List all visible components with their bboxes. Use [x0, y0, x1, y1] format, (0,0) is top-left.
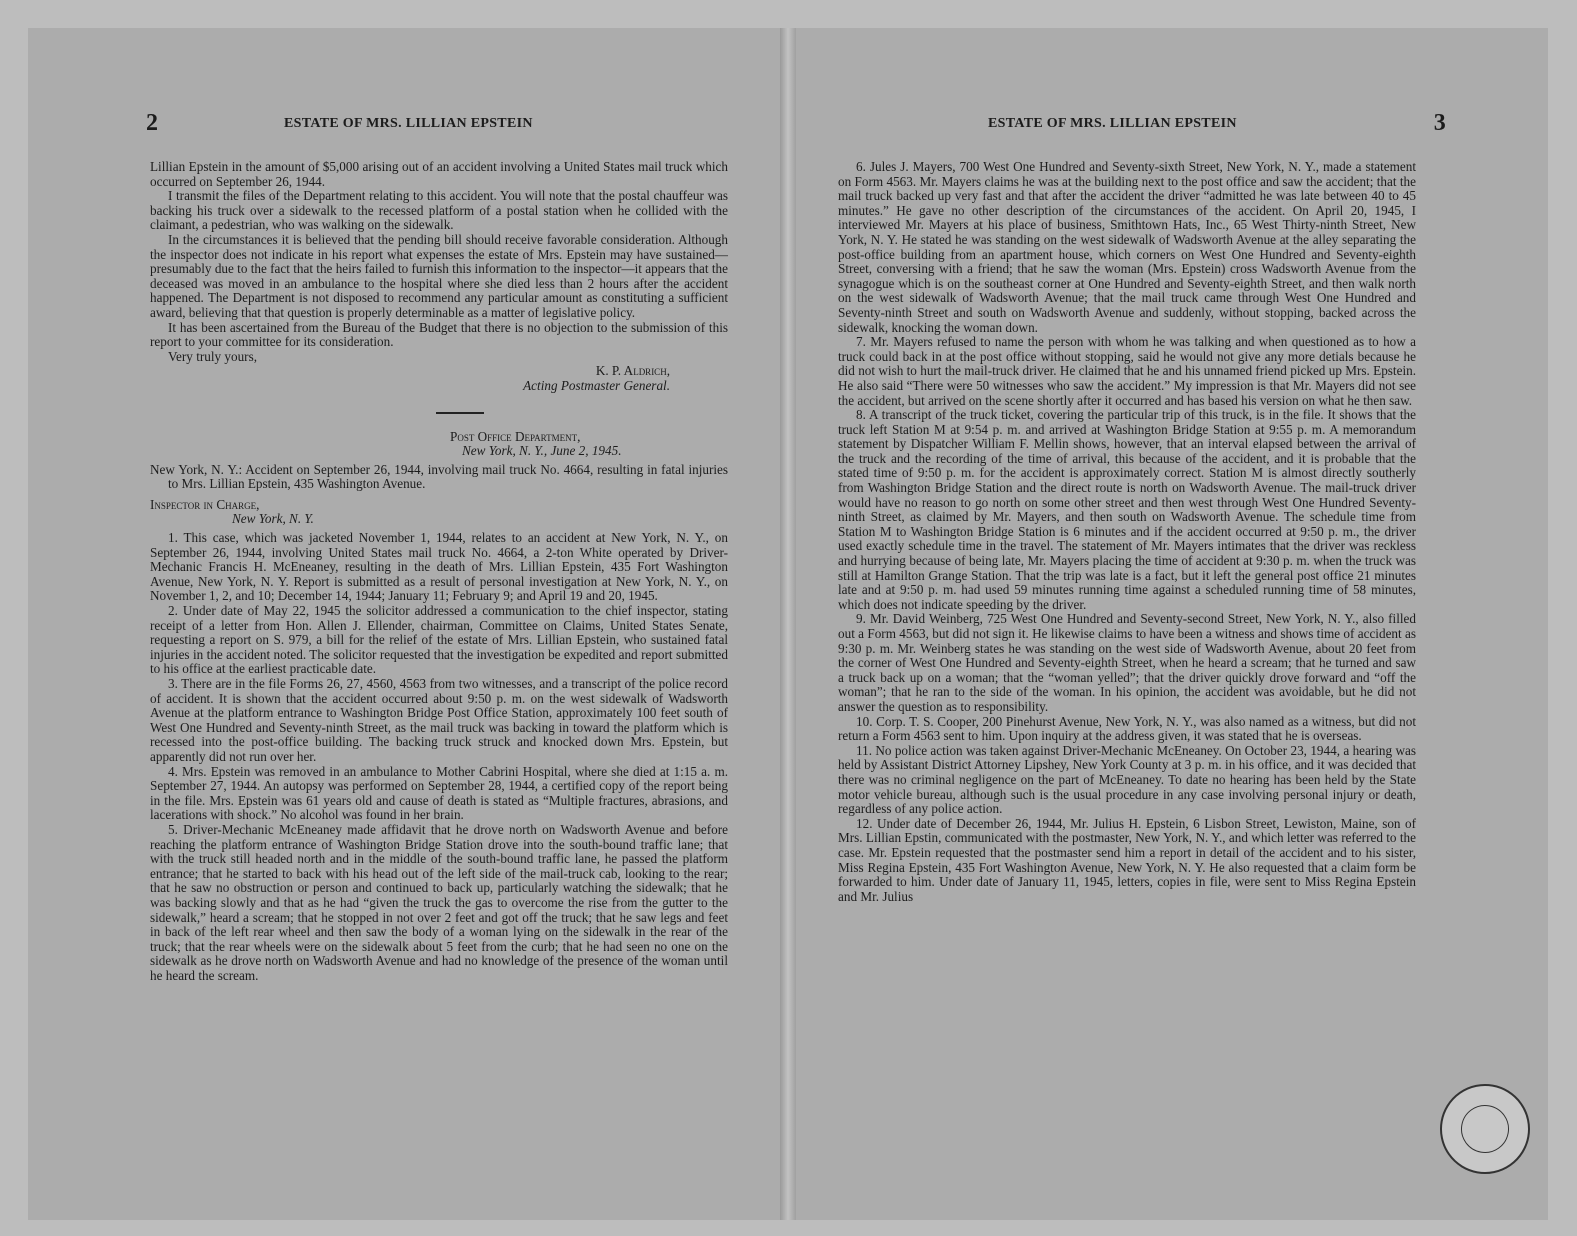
- right-column: [838, 160, 1416, 904]
- department-heading: Post Office Department,: [450, 428, 581, 444]
- left-column: [150, 160, 728, 983]
- report-addressee-location: New York, N. Y.: [232, 511, 314, 527]
- letter-paragraph: I transmit the files of the Department relating to this accident. You will note that the postal chauffeur was backing his truck over a sidewalk to the recessed platform of a postal station when he collided with the claimant, a pedestrian, who was walking on the sidewalk.: [150, 188, 728, 233]
- signature-title: Acting Postmaster General.: [523, 377, 670, 393]
- report-dateline: New York, N. Y., June 2, 1945.: [462, 443, 622, 459]
- archive-stamp-inner-ring: [1457, 1101, 1513, 1157]
- report-paragraph: 2. Under date of May 22, 1945 the solicitor addressed a communication to the chief inspector, stating receipt of a letter from Hon. Allen J. Ellender, chairman, Committee on Claims, United States Senate, requesting a report on S. 979, a bill for the relief of the estate of Mrs. Lillian Epstein, who sustained fatal injuries in the accident noted. The solicitor requested that the investigation be expedited and report submitted to his office at the earliest practicable date.: [150, 603, 728, 677]
- report-paragraph: 4. Mrs. Epstein was removed in an ambulance to Mother Cabrini Hospital, where she died at 1:15 a. m. September 27, 1944. An autopsy was performed on September 28, 1944, a certified copy of the report being in the file. Mrs. Epstein was 61 years old and cause of death is stated as “Multiple fractures, abrasions, and lacerations with shock.” No alcohol was found in her brain.: [150, 763, 728, 823]
- report-paragraph: 5. Driver-Mechanic McEneaney made affidavit that he drove north on Wadsworth Avenue and before reaching the platform entrance of Washington Bridge Station drove into the south-bound traffic lane; that with the truck still headed north and in the middle of the south-bound traffic lane, he passed the platform entrance; that he started to back with his head out of the left side of the mail-truck cab, looking to the rear; that he saw no obstruction or person and continued to back up, particularly watching the sidewalk; that he was backing slowly and that as he had “given the truck the gas to overcome the rise from the gutter to the sidewalk,” heard a scream; that he stopped in not over 2 feet and got off the truck; that he saw legs and feet in back of the left rear wheel and then saw the body of a woman lying on the sidewalk in the rear of the truck; that the rear wheels were on the sidewalk about 5 feet from the curb; that he had seen no one on the sidewalk as he drove north on Wadsworth Avenue and had no knowledge of the presence of the woman until he heard the scream.: [150, 821, 728, 983]
- signature-name: K. P. Aldrich,: [595, 363, 670, 379]
- right-page-number: 3: [1433, 110, 1446, 136]
- report-paragraph: 8. A transcript of the truck ticket, covering the particular trip of this truck, is in the file. It shows that the truck left Station M at 9:54 p. m. and arrived at Washington Bridge Station at 9:55 p. m. A memorandum statement by Dispatcher William F. Mellin shows, however, that an interval elapsed between the arrival of the truck and the recording of the time of arrival, this because of the accident, and it is probable that the stated time of 9:50 p. m. for the accident is approximately correct. Station M is almost directly southerly from Washington Bridge Station and the direct route is north on Wadsworth Avenue. The mail-truck driver would have no reason to go north on some other street and then west through West One Hundred Seventy-ninth Street, as claimed by Mr. Mayers, and then south on Wadsworth Avenue. The schedule time from Station M to Washington Bridge Station is 6 minutes and if the accident occurred at 9:50 p. m., the driver used exactly schedule time in the travel. The statement of Mr. Mayers intimates that the driver was reckless and hurrying because of being late, Mr. Mayers placing the time of accident at 9:30 p. m. when the truck was still at Hamilton Grange Station. That the trip was late is a fact, but it left the general post office 21 minutes late and at 9:50 p. m. had used 59 minutes running time against a scheduled running time of 58 minutes, which does not indicate speeding by the driver.: [838, 407, 1416, 612]
- report-paragraph: 6. Jules J. Mayers, 700 West One Hundred and Seventy-sixth Street, New York, N. Y., made a statement on Form 4563. Mr. Mayers claims he was at the building next to the post office and saw the accident; that the mail truck backed up very fast and that after the accident the driver “admitted he was late between 40 to 45 minutes.” He gave no other description of the circumstances of the accident. On April 20, 1945, I interviewed Mr. Mayers at his place of business, Smithtown Hats, Inc., 65 West Thirty-ninth Street, New York, N. Y. He stated he was standing on the west sidewalk of Wadsworth Avenue at the alley separating the post-office building from an apartment house, which corners on West One Hundred and Seventy-eighth Street, conversing with a friend; that he saw the woman (Mrs. Epstein) cross Wadsworth Avenue from the synagogue which is on the southeast corner at One Hundred and Seventy-eighth Street, and then walk north on the west sidewalk of Wadsworth Avenue; that the mail truck came through West One Hundred and Seventy-ninth Street and south on Wadsworth Avenue and suddenly, without stopping, backed across the sidewalk, knocking the woman down.: [838, 159, 1416, 335]
- report-paragraph: 9. Mr. David Weinberg, 725 West One Hundred and Seventy-second Street, New York, N. Y., also filled out a Form 4563, but did not sign it. He likewise claims to have been a witness and shows time of accident as 9:30 p. m. Mr. Weinberg states he was standing on the west side of Wadsworth Avenue, about 20 feet from the corner of West One Hundred and Seventy-eighth Street, when he heard a scream; that he turned and saw a truck back up on a woman; that the “woman yelled”; that the driver quickly drove forward and “off the woman”; that he ran to the side of the woman. In his opinion, the accident was avoidable, but he did not answer the question as to responsibility.: [838, 611, 1416, 714]
- report-paragraph: 1. This case, which was jacketed November 1, 1944, relates to an accident at New York, N. Y., on September 26, 1944, involving United States mail truck No. 4664, a 2-ton White operated by Driver-Mechanic Francis H. McEneaney, resulting in the death of Mrs. Lillian Epstein, 435 Fort Washington Avenue, New York, N. Y. Report is submitted as a result of personal investigation at New York, N. Y., on November 1, 2, and 10; December 14, 1944; January 11; February 9; and April 19 and 20, 1945.: [150, 530, 728, 604]
- document-spread: [28, 28, 1548, 1220]
- right-running-head: [838, 110, 1446, 140]
- report-paragraph: 10. Corp. T. S. Cooper, 200 Pinehurst Avenue, New York, N. Y., was also named as a witness, but did not return a Form 4563 sent to him. Upon inquiry at the address given, it was stated that he is overseas.: [838, 713, 1416, 744]
- report-paragraph: 12. Under date of December 26, 1944, Mr. Julius H. Epstein, 6 Lisbon Street, Lewiston, Maine, son of Mrs. Lillian Epstin, communicated with the postmaster, New York, N. Y., and which letter was referred to the case. Mr. Epstein requested that the postmaster send him a report in detail of the accident and to his sister, Miss Regina Epstein, 435 Fort Washington Avenue, New York, N. Y. He also requested that a claim form be forwarded to him. Under date of January 11, 1945, letters, copies in file, were sent to Miss Regina Epstein and Mr. Julius: [838, 815, 1416, 904]
- report-addressee: Inspector in Charge,: [150, 496, 260, 512]
- book-gutter: [780, 28, 796, 1220]
- report-paragraph: 7. Mr. Mayers refused to name the person with whom he was talking and when questioned as to how a truck could back in at the post office without stopping, said he would not give any more detials because he did not wish to hurt the mail-truck driver. He claimed that he and his unnamed friend picked up Mrs. Epstein. He also said “There were 50 witnesses who saw the accident.” My impression is that Mr. Mayers did not see the accident, but arrived on the scene shortly after it occurred and has based his version on what he then saw.: [838, 334, 1416, 408]
- right-running-title: ESTATE OF MRS. LILLIAN EPSTEIN: [988, 116, 1237, 131]
- left-running-title: ESTATE OF MRS. LILLIAN EPSTEIN: [284, 116, 533, 131]
- left-page-number: 2: [146, 110, 159, 136]
- letter-continuation: Lillian Epstein in the amount of $5,000 arising out of an accident involving a United States mail truck which occurred on September 26, 1944.: [150, 159, 728, 189]
- report-paragraph: 3. There are in the file Forms 26, 27, 4560, 4563 from two witnesses, and a transcript of the police record of accident. It is shown that the accident occurred about 9:50 p. m. on the west sidewalk of Wadsworth Avenue at the platform entrance to Washington Bridge Post Office Station, approximately 100 feet south of West One Hundred and Seventy-ninth Street, as the mail truck was backing in toward the platform which is recessed into the post-office building. The backing truck struck and knocked down Mrs. Epstein, but apparently did not run over her.: [150, 676, 728, 764]
- left-page: [28, 28, 780, 1220]
- report-paragraph: 11. No police action was taken against Driver-Mechanic McEneaney. On October 23, 1944, a hearing was held by Assistant District Attorney Lipshey, New York County at 3 p. m. in his office, and it was decided that there was no criminal negligence on the part of McEneaney. To date no hearing has been held by the State motor vehicle bureau, although such is the usual procedure in any case involving personal injury or death, regardless of any police action.: [838, 742, 1416, 817]
- letter-closing: Very truly yours,: [168, 348, 258, 364]
- letter-paragraph: In the circumstances it is believed that the pending bill should receive favorable consideration. Although the inspector does not indicate in his report what expenses the estate of Mrs. Epstein may have sustained—presumably due to the fact that the heirs failed to furnish this information to the inspector—it appears that the deceased was moved in an ambulance to the hospital where she died less than 2 hours after the accident happened. The Department is not disposed to recommend any particular amount as constituting a sufficient award, believing that that question is properly determinable as a matter of legislative policy.: [150, 231, 728, 320]
- letter-paragraph: It has been ascertained from the Bureau of the Budget that there is no objection to the submission of this report to your committee for its consideration.: [150, 319, 728, 350]
- right-page: [796, 28, 1548, 1220]
- section-divider: [436, 412, 484, 414]
- left-running-head: [146, 110, 746, 140]
- report-subject: New York, N. Y.: Accident on September 26, 1944, involving mail truck No. 4664, resulting in fatal injuries to Mrs. Lillian Epstein, 435 Washington Avenue.: [150, 461, 728, 492]
